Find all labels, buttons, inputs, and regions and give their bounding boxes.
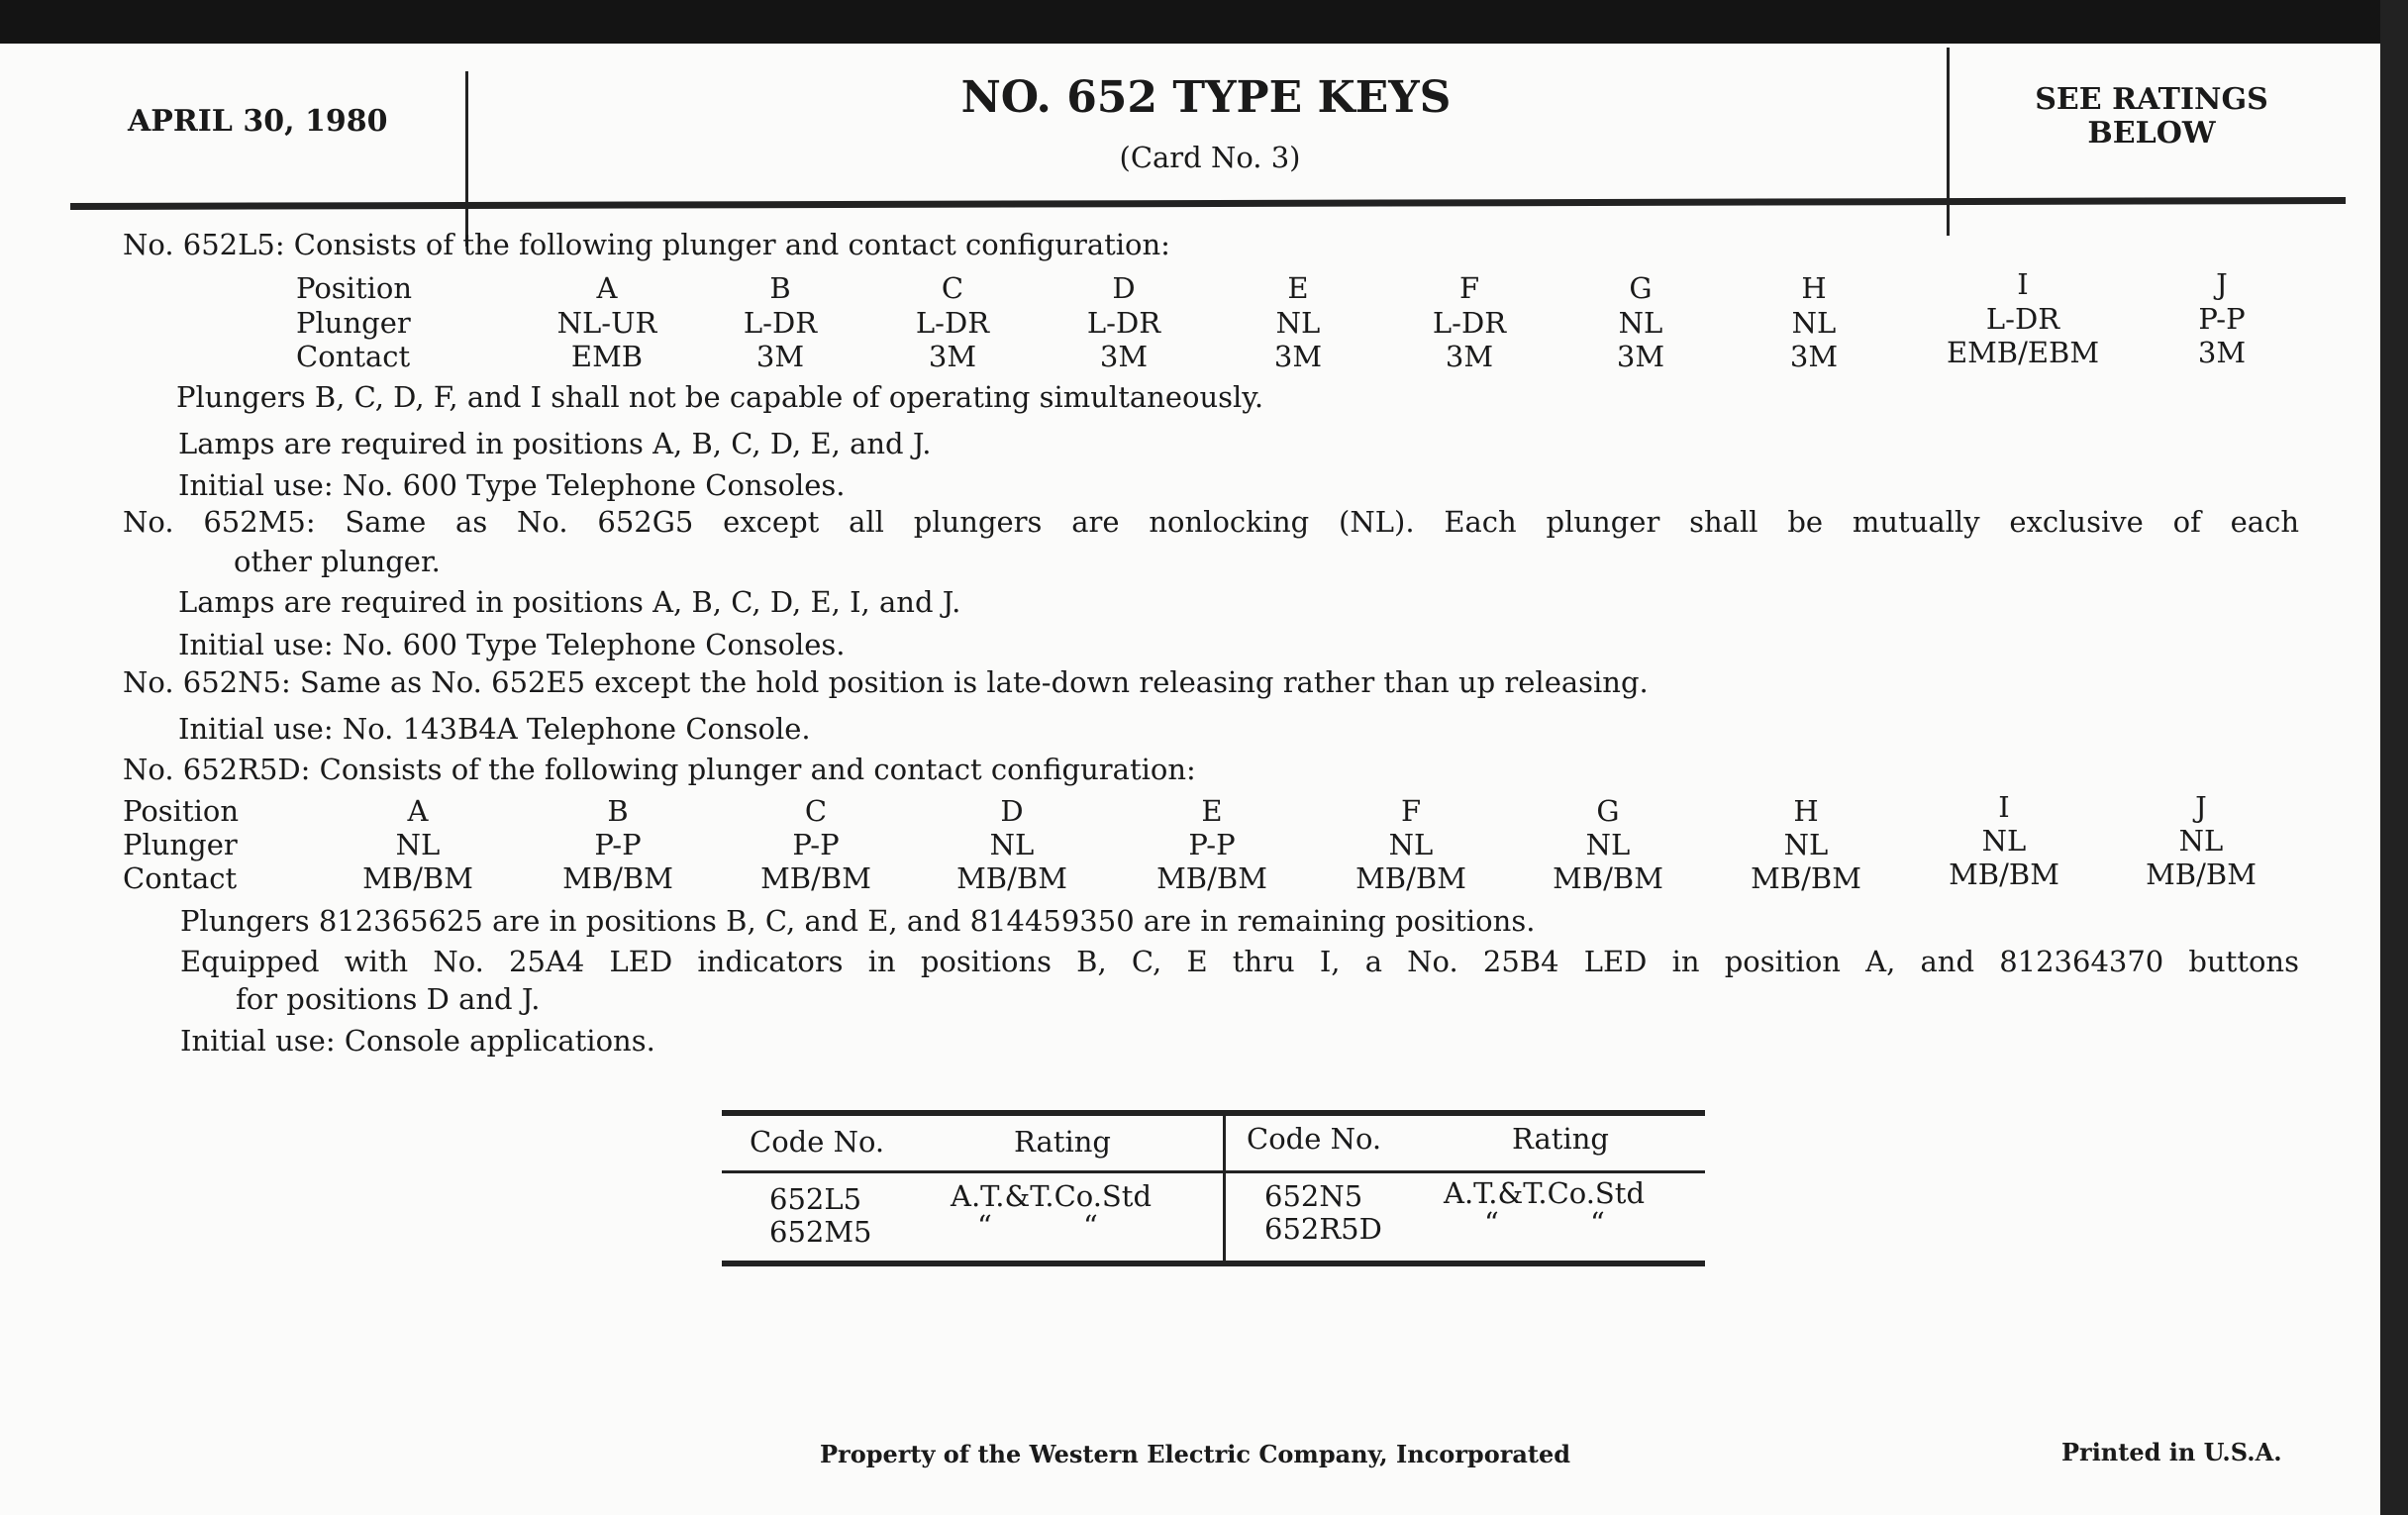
config-cell: NL — [1783, 828, 1829, 861]
config-cell: 3M — [755, 340, 805, 373]
config-cell: MB/BM — [1553, 861, 1663, 895]
n5-note-initial-use: Initial use: No. 143B4A Telephone Console. — [178, 712, 811, 746]
config-cell: L-DR — [915, 306, 990, 340]
r5d-note-led: Equipped with No. 25A4 LED indicators in positions B, C, E thru I, a No. 25B4 LED in position A, and 812364370 buttons — [180, 945, 2299, 978]
config-cell: G — [1596, 794, 1620, 828]
config-cell: 3M — [1099, 340, 1149, 373]
row-label-contact: Contact — [296, 340, 411, 373]
config-cell: J — [2195, 790, 2207, 824]
row-label-position: Position — [296, 271, 413, 305]
config-cell: H — [1793, 794, 1819, 828]
ratings-table — [722, 1110, 1705, 1266]
config-cell: NL — [1981, 824, 2027, 858]
ratings-code: 652L5 — [769, 1182, 862, 1216]
config-cell: P-P — [792, 828, 840, 861]
config-cell: E — [1287, 271, 1309, 305]
config-cell: MB/BM — [562, 861, 673, 895]
config-cell: 3M — [1789, 340, 1839, 373]
config-cell: D — [1000, 794, 1024, 828]
n5-description: No. 652N5: Same as No. 652E5 except the hold position is late-down releasing rather than up releasing. — [123, 665, 1649, 699]
config-cell: C — [804, 794, 828, 828]
row-label-position: Position — [123, 794, 240, 828]
ratings-header-rating-left: Rating — [1014, 1125, 1111, 1159]
config-cell: NL — [1275, 306, 1321, 340]
ratings-note-line2: BELOW — [2087, 116, 2216, 151]
config-cell: H — [1801, 271, 1827, 305]
config-cell: NL — [989, 828, 1035, 861]
header-divider — [465, 71, 468, 247]
m5-description: No. 652M5: Same as No. 652G5 except all plungers are nonlocking (NL). Each plunger shall be mutually exclusive of each — [123, 505, 2299, 539]
config-cell: B — [607, 794, 629, 828]
config-cell: MB/BM — [362, 861, 473, 895]
r5d-note-led-cont: for positions D and J. — [236, 982, 541, 1016]
config-cell: 3M — [1273, 340, 1323, 373]
config-cell: NL — [1618, 306, 1663, 340]
config-cell: P-P — [2198, 302, 2246, 336]
m5-note-initial-use: Initial use: No. 600 Type Telephone Consoles. — [178, 628, 846, 661]
ratings-header-code-right: Code No. — [1247, 1122, 1382, 1156]
config-cell: I — [1998, 790, 2010, 824]
scan-edge — [2380, 0, 2408, 1515]
config-cell: L-DR — [1432, 306, 1507, 340]
ratings-rating: A.T.&T.Co.Std — [951, 1179, 1153, 1213]
r5d-note-plungers: Plungers 812365625 are in positions B, C, and E, and 814459350 are in remaining positions. — [180, 904, 1536, 938]
ratings-note-line1: SEE RATINGS — [2035, 82, 2268, 117]
config-cell: 3M — [928, 340, 977, 373]
header-rule — [70, 197, 2346, 210]
m5-note-lamps: Lamps are required in positions A, B, C, D, E, I, and J. — [178, 585, 961, 619]
l5-note-simultaneous: Plungers B, C, D, F, and I shall not be capable of operating simultaneously. — [176, 380, 1264, 414]
config-cell: NL — [1791, 306, 1837, 340]
ratings-code: 652R5D — [1264, 1212, 1382, 1246]
config-cell: NL — [1585, 828, 1631, 861]
config-cell: A — [407, 794, 429, 828]
config-cell: F — [1458, 271, 1480, 305]
ratings-rating: A.T.&T.Co.Std — [1444, 1176, 1646, 1210]
ratings-header-rating-right: Rating — [1512, 1122, 1609, 1156]
card-title: NO. 652 TYPE KEYS — [960, 72, 1452, 123]
config-cell: 3M — [1445, 340, 1494, 373]
card-date: APRIL 30, 1980 — [128, 104, 388, 139]
config-cell: D — [1112, 271, 1136, 305]
l5-intro: No. 652L5: Consists of the following plunger and contact configuration: — [123, 228, 1170, 261]
config-cell: A — [596, 271, 618, 305]
config-cell: NL — [1388, 828, 1434, 861]
row-label-plunger: Plunger — [123, 828, 238, 861]
config-cell: L-DR — [1985, 302, 2060, 336]
config-cell: NL — [2178, 824, 2224, 858]
header-divider-right — [1947, 48, 1950, 236]
m5-description-cont: other plunger. — [234, 545, 441, 578]
config-cell: L-DR — [1086, 306, 1161, 340]
config-cell: MB/BM — [1949, 858, 2059, 891]
r5d-note-initial-use: Initial use: Console applications. — [180, 1024, 655, 1058]
config-cell: 3M — [2197, 336, 2247, 369]
config-cell: NL — [395, 828, 441, 861]
config-cell: EMB/EBM — [1946, 336, 2100, 369]
config-cell: NL-UR — [556, 306, 657, 340]
config-cell: B — [769, 271, 791, 305]
config-cell: MB/BM — [2146, 858, 2257, 891]
config-cell: 3M — [1616, 340, 1665, 373]
ratings-code: 652N5 — [1264, 1179, 1363, 1213]
config-cell: MB/BM — [1156, 861, 1267, 895]
ratings-ditto: “ “ — [1484, 1206, 1605, 1240]
footer-property: Property of the Western Electric Company, Incorporated — [820, 1440, 1571, 1468]
config-cell: C — [941, 271, 964, 305]
config-cell: MB/BM — [1355, 861, 1466, 895]
config-cell: MB/BM — [760, 861, 871, 895]
r5d-intro: No. 652R5D: Consists of the following plunger and contact configuration: — [123, 753, 1196, 786]
row-label-plunger: Plunger — [296, 306, 411, 340]
config-cell: L-DR — [743, 306, 818, 340]
config-cell: F — [1400, 794, 1422, 828]
config-cell: P-P — [594, 828, 642, 861]
config-cell: G — [1629, 271, 1653, 305]
l5-note-initial-use: Initial use: No. 600 Type Telephone Consoles. — [178, 468, 846, 502]
ratings-code: 652M5 — [769, 1215, 872, 1249]
footer-printed: Printed in U.S.A. — [2061, 1438, 2282, 1466]
config-cell: MB/BM — [1751, 861, 1861, 895]
card-subtitle: (Card No. 3) — [1119, 141, 1301, 174]
config-cell: P-P — [1188, 828, 1236, 861]
config-cell: E — [1201, 794, 1223, 828]
ratings-header-code-left: Code No. — [750, 1125, 885, 1159]
config-cell: I — [2017, 267, 2029, 301]
config-cell: EMB — [570, 340, 644, 373]
specification-card — [0, 44, 2380, 1515]
config-cell: MB/BM — [956, 861, 1067, 895]
ratings-ditto: “ “ — [977, 1209, 1098, 1243]
config-cell: J — [2216, 267, 2228, 301]
row-label-contact: Contact — [123, 861, 238, 895]
l5-note-lamps: Lamps are required in positions A, B, C, D, E, and J. — [178, 427, 932, 460]
